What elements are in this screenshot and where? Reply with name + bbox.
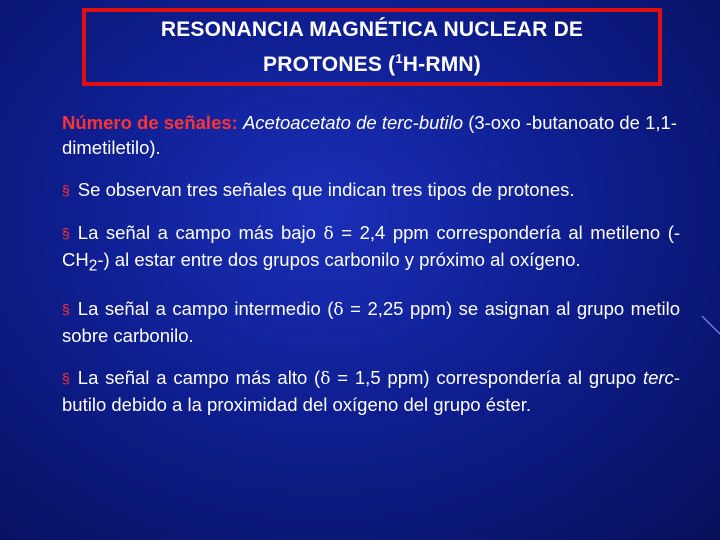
paragraph-2-text-a: La señal a campo más bajo bbox=[77, 222, 316, 243]
paragraph-2-text-c: -) al estar entre dos grupos carbonilo y próximo al oxígeno. bbox=[97, 249, 581, 270]
delta-symbol: δ bbox=[333, 299, 344, 320]
bullet-icon: § bbox=[62, 182, 70, 198]
title-box bbox=[82, 8, 662, 86]
title-line-2-start: PROTONES ( bbox=[263, 53, 396, 76]
bullet-paragraph-3 bbox=[62, 296, 680, 348]
decorative-line bbox=[700, 316, 720, 336]
paragraph-2-text-b: = 2,4 ppm correspondería al metileno (-CH bbox=[62, 222, 681, 270]
title-line-1: RESONANCIA MAGNÉTICA NUCLEAR DE bbox=[160, 18, 584, 41]
bullet-icon: § bbox=[62, 225, 70, 241]
title-superscript: 1 bbox=[395, 51, 403, 66]
title-line-2-end: H-RMN) bbox=[402, 53, 481, 76]
paragraph-3-text-b: = 2,25 ppm) se asignan al grupo metilo sobre carbonilo. bbox=[62, 297, 680, 346]
intro-paragraph bbox=[62, 110, 680, 160]
paragraph-3-text-a: La señal a campo intermedio ( bbox=[77, 297, 334, 319]
subscript-2: 2 bbox=[88, 257, 98, 275]
compound-name: Acetoacetato de terc-butilo bbox=[242, 112, 464, 133]
paragraph-4-italic: terc bbox=[642, 366, 674, 388]
paragraph-4-text-b: = 1,5 ppm) correspondería al grupo bbox=[337, 366, 637, 388]
bullet-paragraph-1 bbox=[62, 177, 680, 203]
slide-content bbox=[62, 110, 680, 434]
title-line-2 bbox=[263, 44, 481, 79]
paragraph-4-text-a: La señal a campo más alto ( bbox=[77, 366, 321, 388]
bullet-paragraph-2 bbox=[62, 220, 680, 279]
bullet-icon: § bbox=[62, 369, 70, 386]
paragraph-4-text-c: -butilo debido a la proximidad del oxígeno del grupo éster. bbox=[62, 366, 680, 415]
bullet-icon: § bbox=[62, 300, 70, 317]
delta-symbol: δ bbox=[320, 368, 331, 389]
intro-lead: Número de señales: bbox=[62, 112, 238, 133]
paragraph-1-text: Se observan tres señales que indican tres tipos de protones. bbox=[77, 179, 575, 200]
delta-symbol: δ bbox=[323, 224, 334, 244]
bullet-paragraph-4 bbox=[62, 365, 680, 417]
intro-rest: (3-oxo -butanoato de 1,1-dimetiletilo). bbox=[62, 112, 677, 158]
